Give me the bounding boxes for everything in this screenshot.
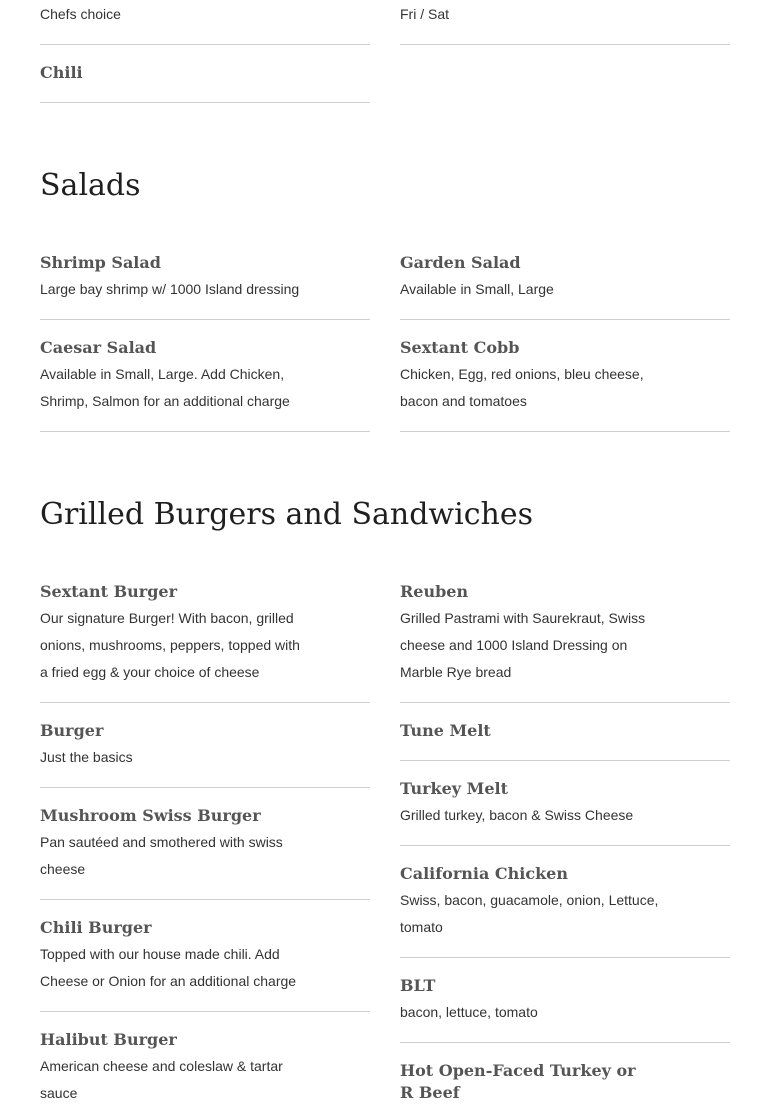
menu-item-name: Chili Burger: [40, 918, 152, 937]
menu-item-desc: American cheese and coleslaw & tartar sauce: [40, 1058, 283, 1101]
divider: [400, 957, 730, 958]
menu-item-name: Shrimp Salad: [40, 253, 161, 272]
divider: [40, 899, 370, 900]
menu-item-name: Garden Salad: [400, 253, 521, 272]
menu-item-desc: Our signature Burger! With bacon, grilled onions, mushrooms, peppers, topped with a fried egg & your choice of cheese: [40, 610, 300, 680]
menu-item-name: California Chicken: [400, 864, 568, 883]
menu-item-desc: Swiss, bacon, guacamole, onion, Lettuce, tomato: [400, 892, 659, 935]
divider: [40, 102, 370, 103]
divider: [400, 702, 730, 703]
divider: [400, 431, 730, 432]
divider: [40, 1011, 370, 1012]
fri-sat-desc: Fri / Sat: [400, 6, 450, 22]
menu-item-desc: Grilled Pastrami with Saurekraut, Swiss cheese and 1000 Island Dressing on Marble Rye bread: [400, 610, 646, 680]
divider: [40, 319, 370, 320]
menu-item-name: Burger: [40, 721, 104, 740]
divider: [40, 702, 370, 703]
menu-item-chili-name: Chili: [40, 63, 83, 82]
divider: [400, 1042, 730, 1043]
divider: [400, 760, 730, 761]
menu-item-desc: Large bay shrimp w/ 1000 Island dressing: [40, 281, 300, 297]
menu-item-name: Sextant Cobb: [400, 338, 520, 357]
chefs-choice-desc: Chefs choice: [40, 6, 121, 22]
menu-item-desc: Grilled turkey, bacon & Swiss Cheese: [400, 807, 634, 823]
menu-item-name: Reuben: [400, 582, 469, 601]
menu-item-desc: Chicken, Egg, red onions, bleu cheese, bacon and tomatoes: [400, 366, 644, 409]
menu-item-desc: Topped with our house made chili. Add Cheese or Onion for an additional charge: [40, 946, 297, 989]
menu-item-name: Hot Open-Faced Turkey or R Beef: [400, 1061, 636, 1102]
menu-item-desc: Available in Small, Large: [400, 281, 554, 297]
menu-item-desc: Pan sautéed and smothered with swiss cheese: [40, 834, 283, 877]
divider: [40, 44, 370, 45]
divider: [400, 845, 730, 846]
menu-item-name: Caesar Salad: [40, 338, 157, 357]
menu-item-name: BLT: [400, 976, 436, 995]
section-title-burgers-sandwiches: Grilled Burgers and Sandwiches: [40, 497, 533, 532]
section-title-salads: Salads: [40, 168, 141, 203]
menu-item-name: Turkey Melt: [400, 779, 508, 798]
divider: [40, 431, 370, 432]
menu-item-name: Tune Melt: [400, 721, 491, 740]
menu-item-desc: bacon, lettuce, tomato: [400, 1004, 538, 1020]
menu-item-name: Mushroom Swiss Burger: [40, 806, 261, 825]
divider: [400, 44, 730, 45]
divider: [40, 787, 370, 788]
menu-item-name: Halibut Burger: [40, 1030, 177, 1049]
menu-item-name: Sextant Burger: [40, 582, 178, 601]
menu-item-desc: Available in Small, Large. Add Chicken, Shrimp, Salmon for an additional charge: [40, 366, 290, 409]
menu-item-desc: Just the basics: [40, 749, 133, 765]
divider: [400, 319, 730, 320]
